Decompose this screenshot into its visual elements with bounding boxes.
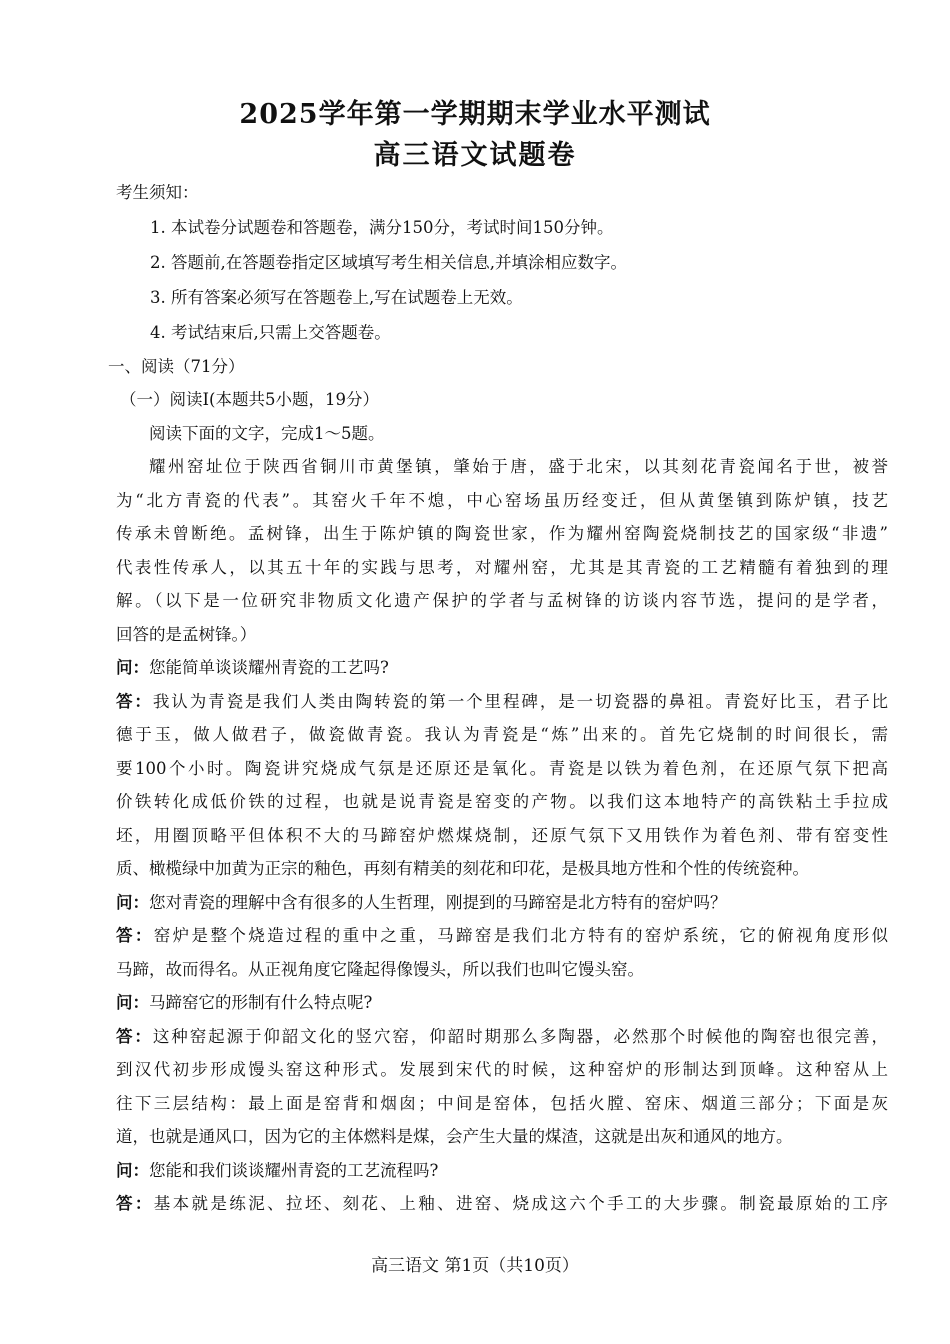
answer-text: 我认为青瓷是我们人类由陶转瓷的第一个里程碑，是一切瓷器的鼻祖。青瓷好比玉，君子比 <box>152 691 889 711</box>
notice-item: 3. 所有答案必须写在答题卷上,写在试题卷上无效。 <box>150 287 523 307</box>
answer-tag: 答： <box>116 1194 154 1213</box>
instruction-text: 阅读下面的文字，完成1～5题。 <box>149 423 385 443</box>
intro-line: 传承未曾断绝。孟树锋，出生于陈炉镇的陶瓷世家，作为耀州窑陶瓷烧制技艺的国家级“非遗” <box>116 524 888 543</box>
question-text: 您能和我们谈谈耀州青瓷的工艺流程吗? <box>149 1160 439 1180</box>
intro-line: 为“北方青瓷的代表”。其窑火千年不熄，中心窑场虽历经变迁，但从黄堡镇到陈炉镇，技艺 <box>116 490 888 510</box>
answer-line: 要100个小时。陶瓷讲究烧成气氛是还原还是氧化。青瓷是以铁为着色剂，在还原气氛下把高 <box>116 758 888 778</box>
answer-text: 窑炉是整个烧造过程的重中之重，马蹄窑是我们北方特有的窑炉系统，它的俯视角度形似 <box>153 926 889 945</box>
question-tag: 问： <box>116 1160 149 1180</box>
answer-line: 坯，用圈顶略平但体积不大的马蹄窑炉燃煤烧制，还原气氛下又用铁作为着色剂、带有窑变性 <box>116 825 888 845</box>
answer-line: 到汉代初步形成馒头窑这种形式。发展到宋代的时候，这种窑炉的形制达到顶峰。这种窑从上 <box>116 1060 888 1079</box>
answer-line <box>116 1187 888 1221</box>
question-line <box>116 1154 888 1188</box>
answer-line: 道，也就是通风口，因为它的主体燃料是煤，会产生大量的煤渣，这就是出灰和通风的地方。 <box>116 1127 793 1146</box>
question-tag: 问： <box>116 658 149 677</box>
answer-tag: 答： <box>116 691 153 711</box>
answer-text: 基本就是练泥、拉坯、刻花、上釉、进窑、烧成这六个手工的大步骤。制瓷最原始的工序 <box>153 1194 889 1213</box>
answer-tag: 答： <box>116 1026 153 1046</box>
intro-line: 耀州窑址位于陕西省铜川市黄堡镇，肇始于唐，盛于北宋，以其刻花青瓷闻名于世，被誉 <box>149 457 888 476</box>
question-line <box>116 651 888 685</box>
intro-line: 代表性传承人，以其五十年的实践与思考，对耀州窑，尤其是其青瓷的工艺精髓有着独到的理 <box>116 557 888 577</box>
notice-item: 4. 考试结束后,只需上交答题卷。 <box>150 322 391 342</box>
page-footer: 高三语文 第1页（共10页） <box>371 1256 579 1276</box>
answer-text: 这种窑起源于仰韶文化的竖穴窑，仰韶时期那么多陶器，必然那个时候他的陶窑也很完善， <box>152 1026 889 1046</box>
question-text: 您能简单谈谈耀州青瓷的工艺吗? <box>149 658 389 677</box>
answer-line: 价铁转化成低价铁的过程，也就是说青瓷是窑变的产物。以我们这本地特产的高铁粘土手拉成 <box>116 792 888 811</box>
intro-paragraph <box>116 450 888 651</box>
answer-line: 质、橄榄绿中加黄为正宗的釉色，再刻有精美的刻花和印花，是极具地方性和个性的传统瓷种。 <box>116 859 809 878</box>
question-tag: 问： <box>116 993 149 1012</box>
exam-title: 2025学年第一学期期末学业水平测试 <box>239 99 711 130</box>
answer-line <box>116 1020 888 1054</box>
answer-line <box>116 685 888 719</box>
dialogue <box>116 651 888 1221</box>
answer-line: 德于玉，做人做君子，做瓷做青瓷。我认为青瓷是“炼”出来的。首先它烧制的时间很长，需 <box>116 725 888 744</box>
notice-item: 1. 本试卷分试题卷和答题卷，满分150分，考试时间150分钟。 <box>150 217 614 237</box>
answer-tag: 答： <box>116 926 154 945</box>
question-text: 马蹄窑它的形制有什么特点呢? <box>149 993 373 1012</box>
question-tag: 问： <box>116 892 149 912</box>
notice-heading: 考生须知： <box>116 183 199 202</box>
question-line <box>116 886 888 920</box>
exam-body <box>108 176 889 1221</box>
question-line <box>116 986 888 1020</box>
notice-item: 2. 答题前,在答题卷指定区域填写考生相关信息,并填涂相应数字。 <box>150 252 627 272</box>
answer-line: 马蹄，故而得名。从正视角度它隆起得像馒头，所以我们也叫它馒头窑。 <box>116 959 644 979</box>
answer-line: 往下三层结构：最上面是窑背和烟囱；中间是窑体，包括火膛、窑床、烟道三部分；下面是灰 <box>116 1093 888 1113</box>
answer-line <box>116 919 888 953</box>
section-heading: 一、阅读（71分） <box>108 356 245 376</box>
exam-subtitle: 高三语文试题卷 <box>373 140 577 171</box>
intro-line: 回答的是孟树锋。） <box>116 624 257 644</box>
intro-line: 解。（以下是一位研究非物质文化遗产保护的学者与孟树锋的访谈内容节选，提问的是学者， <box>116 591 888 610</box>
subsection-heading: （一）阅读Ⅰ(本题共5小题，19分） <box>120 390 379 409</box>
question-text: 您对青瓷的理解中含有很多的人生哲理，刚提到的马蹄窑是北方特有的窑炉吗？ <box>149 892 727 912</box>
